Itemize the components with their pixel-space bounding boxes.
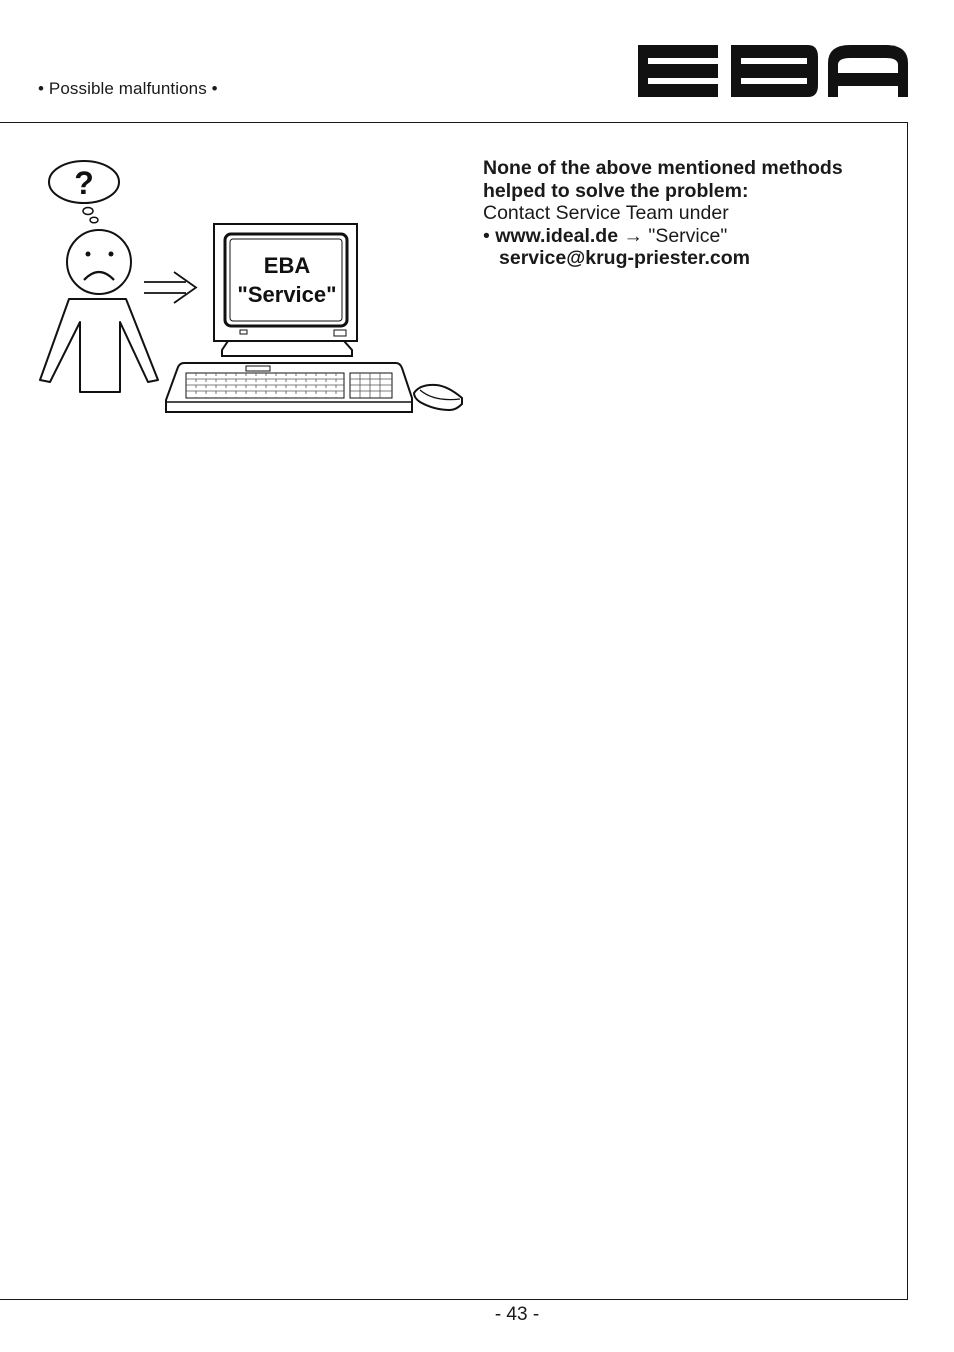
bullet: • — [483, 224, 490, 247]
problem-heading: None of the above mentioned methods helped to solve the problem: — [483, 157, 843, 202]
website-target: "Service" — [648, 224, 728, 247]
website-link[interactable]: www.ideal.de — [495, 224, 619, 247]
contact-line: Contact Service Team under — [483, 202, 729, 224]
arrow-icon: → — [623, 224, 643, 247]
page-number: - 43 - — [494, 1304, 540, 1325]
section-title: • Possible malfuntions • — [38, 79, 218, 98]
service-contact-text — [483, 157, 883, 270]
email-link[interactable]: service@krug-priester.com — [499, 247, 750, 269]
thought-bubble-icon — [49, 161, 119, 223]
computer-monitor-icon — [214, 224, 357, 356]
screen-line-1: EBA — [263, 253, 311, 278]
eba-logo — [638, 45, 908, 97]
mouse-icon — [414, 385, 462, 410]
keyboard-icon — [166, 363, 412, 412]
screen-line-2: "Service" — [237, 282, 337, 307]
service-illustration — [36, 152, 468, 418]
arrow-right-icon — [144, 272, 196, 303]
question-mark: ? — [74, 165, 94, 201]
confused-person-icon — [40, 230, 158, 392]
website-line — [483, 225, 883, 248]
